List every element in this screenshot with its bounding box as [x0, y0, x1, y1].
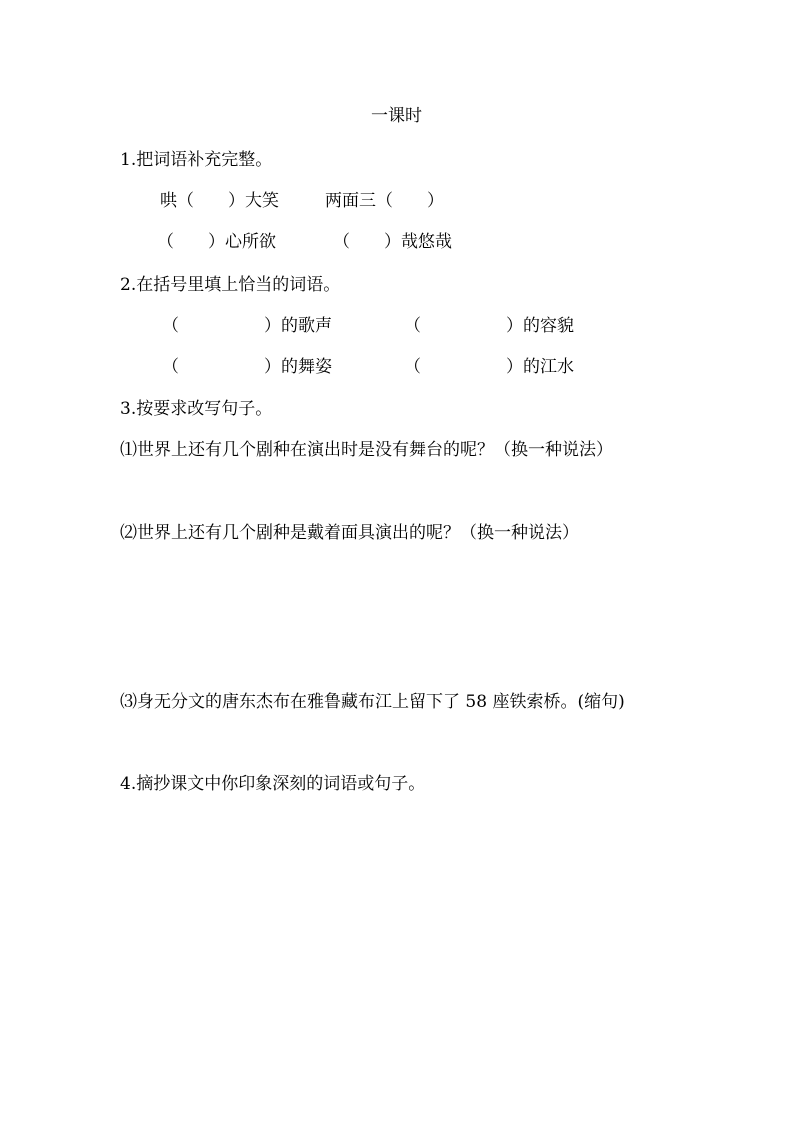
- q1-blank-item: 哄（ ）大笑: [160, 191, 279, 211]
- q2-blank-item: （ ）的舞姿: [162, 357, 332, 377]
- page-title: 一课时: [371, 106, 422, 126]
- question-1-heading: 1.把词语补充完整。: [120, 150, 273, 170]
- q3-sentence-item: ⑶身无分文的唐东杰布在雅鲁藏布江上留下了 58 座铁索桥。(缩句): [120, 692, 625, 712]
- q3-sentence-item: ⑴世界上还有几个剧种在演出时是没有舞台的呢？（换一种说法）: [120, 440, 613, 460]
- q1-blank-item: （ ）心所欲: [157, 232, 276, 252]
- q2-blank-item: （ ）的歌声: [162, 316, 332, 336]
- q2-blank-item: （ ）的江水: [404, 357, 574, 377]
- question-4-heading: 4.摘抄课文中你印象深刻的词语或句子。: [120, 774, 426, 794]
- q2-blank-item: （ ）的容貌: [404, 316, 574, 336]
- q3-sentence-item: ⑵世界上还有几个剧种是戴着面具演出的呢？（换一种说法）: [120, 523, 579, 543]
- q1-blank-item: （ ）哉悠哉: [333, 232, 452, 252]
- question-2-heading: 2.在括号里填上恰当的词语。: [120, 275, 341, 295]
- question-3-heading: 3.按要求改写句子。: [120, 399, 273, 419]
- q1-blank-item: 两面三（ ）: [325, 191, 444, 211]
